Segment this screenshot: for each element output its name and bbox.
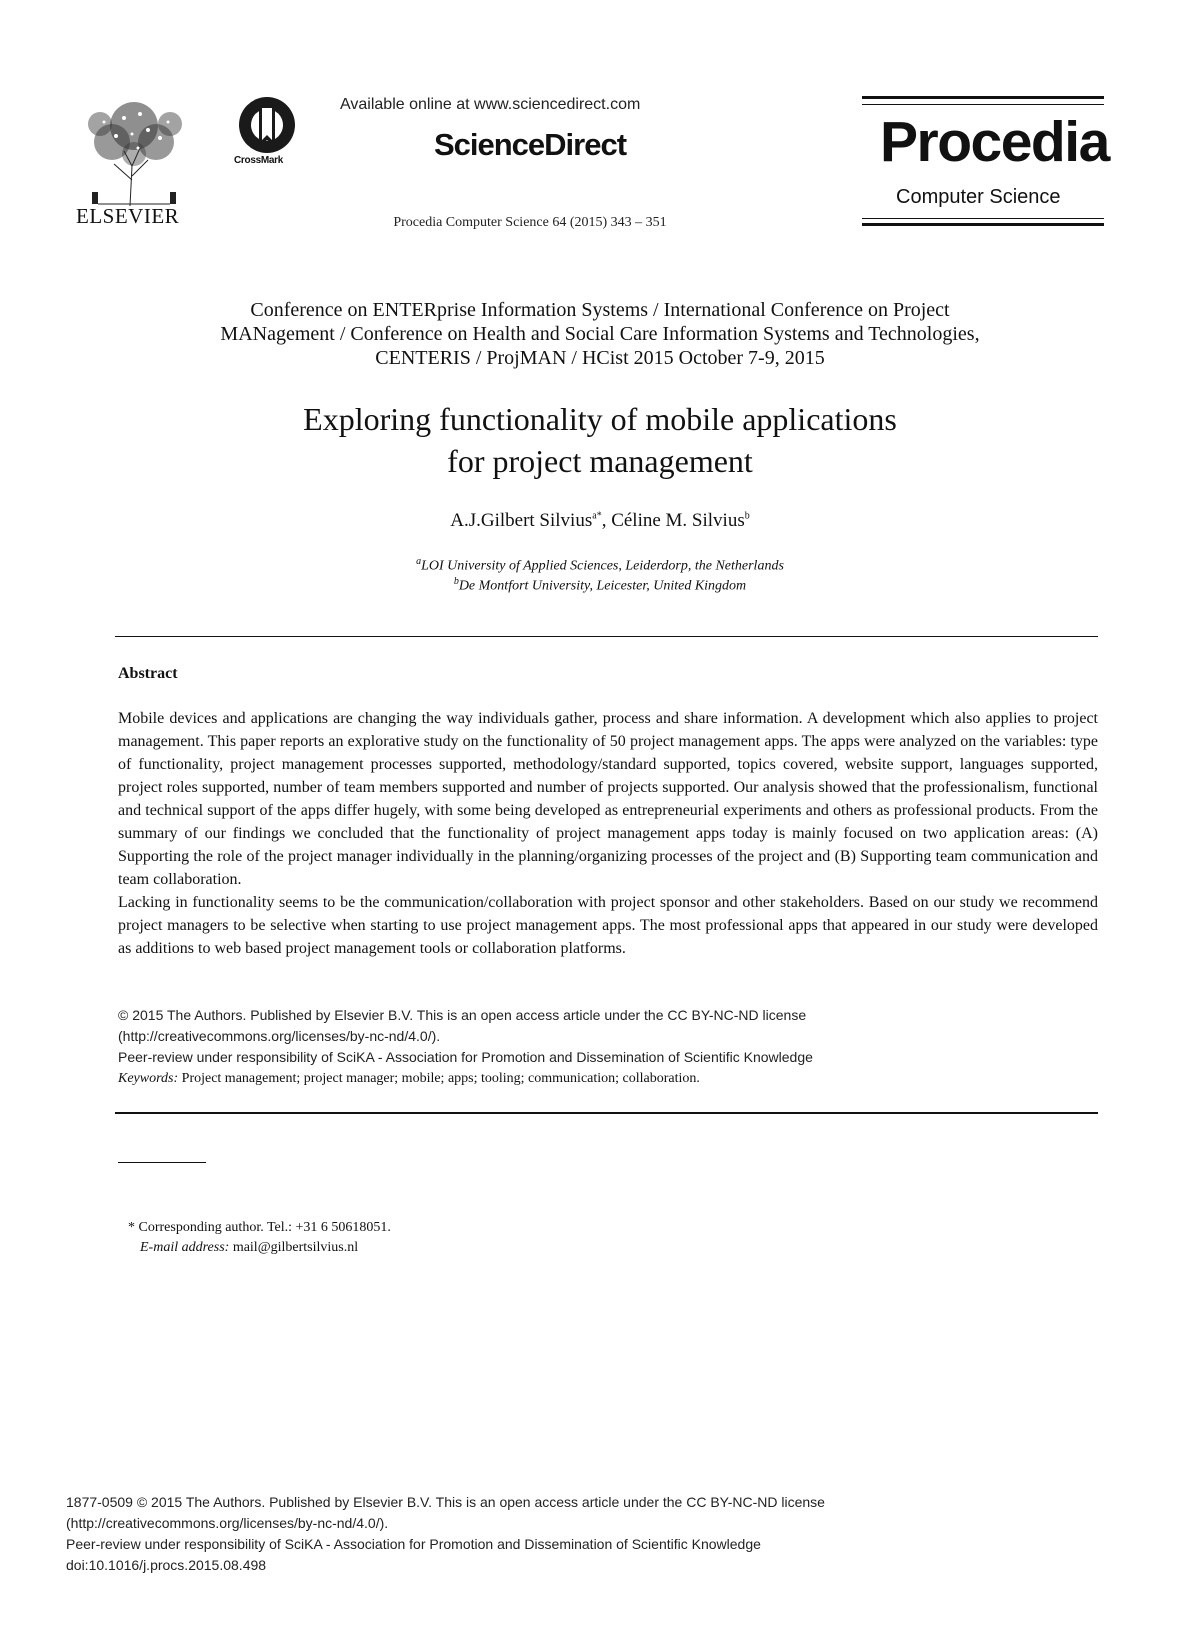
procedia-bottom-rule-thin bbox=[862, 218, 1104, 219]
affiliation-a-sup: a bbox=[416, 556, 422, 567]
paper-title-line-1: Exploring functionality of mobile applications bbox=[303, 401, 897, 437]
affiliation-a bbox=[120, 556, 1080, 575]
keywords bbox=[118, 1071, 1098, 1087]
abstract-heading: Abstract bbox=[118, 665, 178, 682]
abstract-paragraph-2: Lacking in functionality seems to be the communication/collaboration with project sponsor and other stakeholders. Based on our study we recommend project managers to be selective when starting to use project management apps. The most professional apps that appeared in our study were developed as additions to web based project management tools or collaboration platforms. bbox=[118, 894, 1098, 957]
bottom-line-1: 1877-0509 © 2015 The Authors. Published by Elsevier B.V. This is an open access article under the CC BY-NC-ND license bbox=[66, 1494, 825, 1510]
email-address[interactable]: mail@gilbertsilvius.nl bbox=[229, 1240, 359, 1255]
footnote-rule bbox=[118, 1162, 206, 1163]
bottom-paren-open: ( bbox=[66, 1515, 71, 1531]
author-2-affil-sup: b bbox=[744, 510, 750, 522]
email-label: E-mail address: bbox=[140, 1240, 230, 1255]
author-1: A.J.Gilbert Silvius bbox=[450, 510, 593, 531]
affiliation-b-text: De Montfort University, Leicester, United Kingdom bbox=[458, 578, 747, 594]
abstract-bottom-rule bbox=[115, 1112, 1098, 1114]
abstract-top-rule bbox=[115, 636, 1098, 637]
elsevier-tree-logo bbox=[78, 96, 190, 208]
license-line-1: © 2015 The Authors. Published by Elsevier B.V. This is an open access article under the CC BY-NC-ND license bbox=[118, 1007, 807, 1023]
paper-title-line-2: for project management bbox=[447, 443, 753, 479]
bottom-line-3: Peer-review under responsibility of SciKA - Association for Promotion and Dissemination of Scientific Knowledge bbox=[66, 1536, 761, 1552]
license-link[interactable]: http://creativecommons.org/licenses/by-nc-nd/4.0/ bbox=[122, 1028, 432, 1044]
license-line-3: Peer-review under responsibility of SciKA - Association for Promotion and Dissemination of Scientific Knowledge bbox=[118, 1049, 813, 1065]
corresponding-author: * Corresponding author. Tel.: +31 6 50618051. bbox=[128, 1220, 391, 1235]
bottom-line-2 bbox=[66, 1513, 1146, 1534]
license-line-2 bbox=[118, 1026, 1098, 1047]
affiliation-b bbox=[120, 576, 1080, 595]
procedia-wordmark: Procedia bbox=[880, 110, 1109, 174]
affiliation-b-sup: b bbox=[453, 576, 459, 587]
affiliation-a-text: LOI University of Applied Sciences, Leiderdorp, the Netherlands bbox=[421, 558, 784, 574]
elsevier-wordmark: ELSEVIER bbox=[76, 204, 180, 228]
available-online-text: Available online at www.sciencedirect.com bbox=[340, 96, 641, 113]
email-line bbox=[128, 1238, 391, 1258]
footnote bbox=[128, 1218, 391, 1258]
author-list bbox=[120, 510, 1080, 532]
procedia-top-rule-thin bbox=[862, 104, 1104, 105]
crossmark-icon[interactable] bbox=[236, 96, 298, 162]
doi[interactable]: doi:10.1016/j.procs.2015.08.498 bbox=[66, 1557, 267, 1573]
author-separator: , bbox=[601, 510, 612, 531]
author-2: Céline M. Silvius bbox=[611, 510, 745, 531]
procedia-subtitle: Computer Science bbox=[896, 186, 1061, 208]
abstract-paragraph-1: Mobile devices and applications are changing the way individuals gather, process and share information. A development which also applies to project management. This paper reports an explorative study on the functionality of 50 project management apps. The apps were analyzed on the variables: type of functionality, project management processes supported, methodology/standard supported, topics covered, website support, languages supported, project roles supported, number of team members supported and number of projects supported. Our analysis showed that the professionalism, functional and technical support of the apps differ hugely, with some being developed as entrepreneurial experiments and others as professional products. From the summary of our findings we concluded that the functionality of project management apps today is mainly focused on two application areas: (A) Supporting the role of the project manager individually in the planning/organizing processes of the project and (B) Supporting team communication and team collaboration. bbox=[118, 710, 1098, 888]
corresponding-mark: * bbox=[596, 510, 602, 522]
bottom-matter bbox=[66, 1492, 1146, 1576]
sciencedirect-wordmark[interactable]: ScienceDirect bbox=[433, 127, 627, 162]
keywords-text: Project management; project manager; mobile; apps; tooling; communication; collaboration. bbox=[178, 1071, 700, 1086]
abstract-body bbox=[118, 707, 1098, 960]
procedia-top-rule bbox=[862, 96, 1104, 99]
license-block bbox=[118, 1005, 1098, 1068]
conference-line-2: MANagement / Conference on Health and Social Care Information Systems and Technologies, bbox=[220, 323, 980, 345]
journal-reference: Procedia Computer Science 64 (2015) 343 – 351 bbox=[393, 215, 667, 230]
keywords-label: Keywords: bbox=[118, 1071, 179, 1086]
license-paren-open: ( bbox=[118, 1028, 123, 1044]
bottom-license-link[interactable]: http://creativecommons.org/licenses/by-nc-nd/4.0/ bbox=[70, 1515, 380, 1531]
author-1-affil-sup: a bbox=[592, 510, 597, 522]
conference-line-1: Conference on ENTERprise Information Systems / International Conference on Project bbox=[250, 299, 950, 321]
conference-line-3: CENTERIS / ProjMAN / HCist 2015 October 7-9, 2015 bbox=[375, 347, 825, 369]
crossmark-label: CrossMark bbox=[234, 155, 283, 166]
bottom-paren-close: ). bbox=[379, 1515, 389, 1531]
procedia-bottom-rule bbox=[862, 223, 1104, 226]
license-paren-close: ). bbox=[431, 1028, 441, 1044]
